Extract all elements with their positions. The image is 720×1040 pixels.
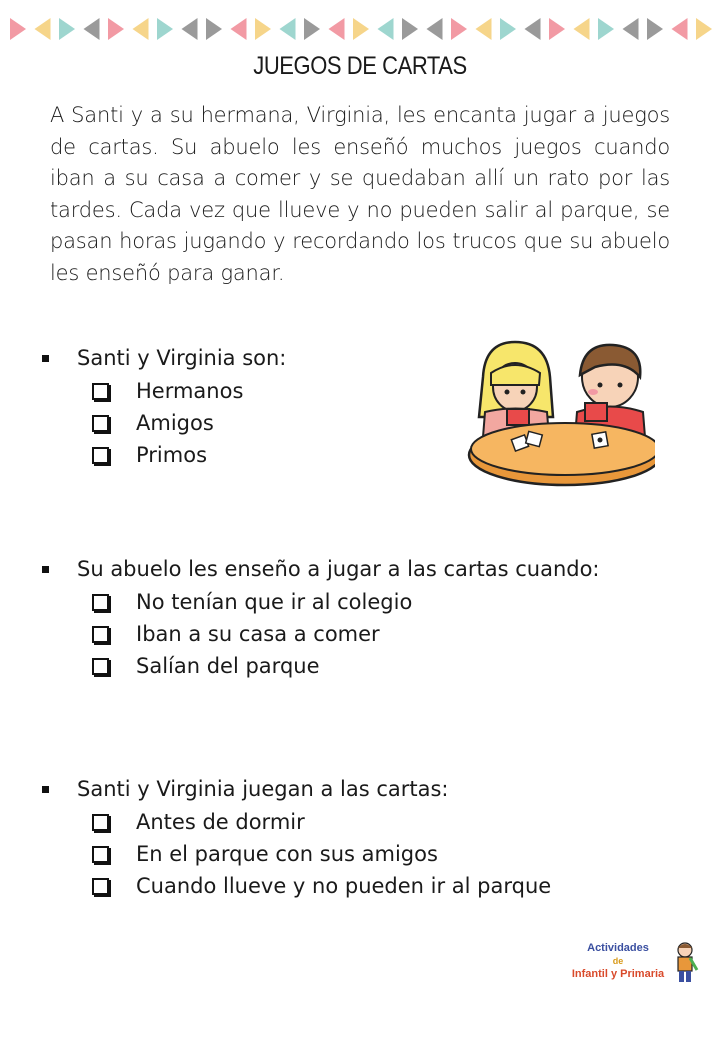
option-label: Antes de dormir	[136, 810, 305, 834]
bunting-flag	[206, 18, 222, 40]
question-3	[40, 774, 680, 902]
bunting-flag	[182, 18, 198, 40]
bunting-flag	[672, 18, 688, 40]
option-label: No tenían que ir al colegio	[136, 590, 413, 614]
bunting-flag	[157, 18, 173, 40]
checkbox-icon[interactable]	[92, 447, 109, 464]
option-label: Salían del parque	[136, 654, 320, 678]
checkbox-icon[interactable]	[92, 658, 109, 675]
bunting-flag	[329, 18, 345, 40]
bunting-flag	[427, 18, 443, 40]
question-text: Su abuelo les enseño a jugar a las cartas cuando:	[77, 557, 600, 581]
checkbox-icon[interactable]	[92, 383, 109, 400]
bullet-icon	[42, 786, 49, 793]
bunting-flag	[402, 18, 418, 40]
bunting-flag	[280, 18, 296, 40]
logo-line-1: Actividades	[587, 942, 649, 954]
checkbox-icon[interactable]	[92, 846, 109, 863]
publisher-logo	[562, 938, 702, 988]
bunting-flag	[525, 18, 541, 40]
bunting-flag	[35, 18, 51, 40]
bunting-flag	[696, 18, 712, 40]
bunting-flag	[108, 18, 124, 40]
checkbox-icon[interactable]	[92, 415, 109, 432]
option-label: Hermanos	[136, 379, 244, 403]
bullet-icon	[42, 566, 49, 573]
bunting-flag	[59, 18, 75, 40]
logo-line-2: de	[612, 956, 624, 966]
bunting-flag	[574, 18, 590, 40]
option-label: Primos	[136, 443, 208, 467]
top-bunting-decoration	[0, 14, 720, 44]
bunting-flag	[378, 18, 394, 40]
option-label: En el parque con sus amigos	[136, 842, 438, 866]
question-2	[40, 554, 680, 682]
option-label: Iban a su casa a comer	[136, 622, 380, 646]
option-label: Cuando llueve y no pueden ir al parque	[136, 874, 552, 898]
bunting-flag	[353, 18, 369, 40]
bunting-flag	[598, 18, 614, 40]
bunting-flag	[476, 18, 492, 40]
bunting-flag	[10, 18, 26, 40]
checkbox-icon[interactable]	[92, 626, 109, 643]
bullet-icon	[42, 355, 49, 362]
question-text: Santi y Virginia juegan a las cartas:	[77, 777, 449, 801]
checkbox-icon[interactable]	[92, 814, 109, 831]
bunting-flag	[84, 18, 100, 40]
checkbox-icon[interactable]	[92, 878, 109, 895]
bunting-flag	[133, 18, 149, 40]
bunting-flag	[231, 18, 247, 40]
question-text: Santi y Virginia son:	[77, 346, 287, 370]
bunting-flag	[500, 18, 516, 40]
story-paragraph: A Santi y a su hermana, Virginia, les encanta jugar a juegos de cartas. Su abuelo les enseñó muchos juegos cuando iban a su casa a comer y se quedaban allí un rato por las tardes. Cada vez que llueve y no pueden salir al parque, se pasan horas jugando y recordando los trucos que su abuelo les enseñó para ganar.	[50, 103, 670, 285]
checkbox-icon[interactable]	[92, 594, 109, 611]
bunting-flag	[623, 18, 639, 40]
logo-line-3: Infantil y Primaria	[571, 968, 665, 980]
page-title: JUEGOS DE CARTAS	[253, 52, 467, 80]
child-mascot-icon	[670, 940, 700, 984]
option-label: Amigos	[136, 411, 214, 435]
bunting-flag	[647, 18, 663, 40]
children-playing-cards-illustration	[465, 337, 655, 497]
bunting-flag	[451, 18, 467, 40]
bunting-flag	[255, 18, 271, 40]
bunting-flag	[549, 18, 565, 40]
bunting-flag	[304, 18, 320, 40]
